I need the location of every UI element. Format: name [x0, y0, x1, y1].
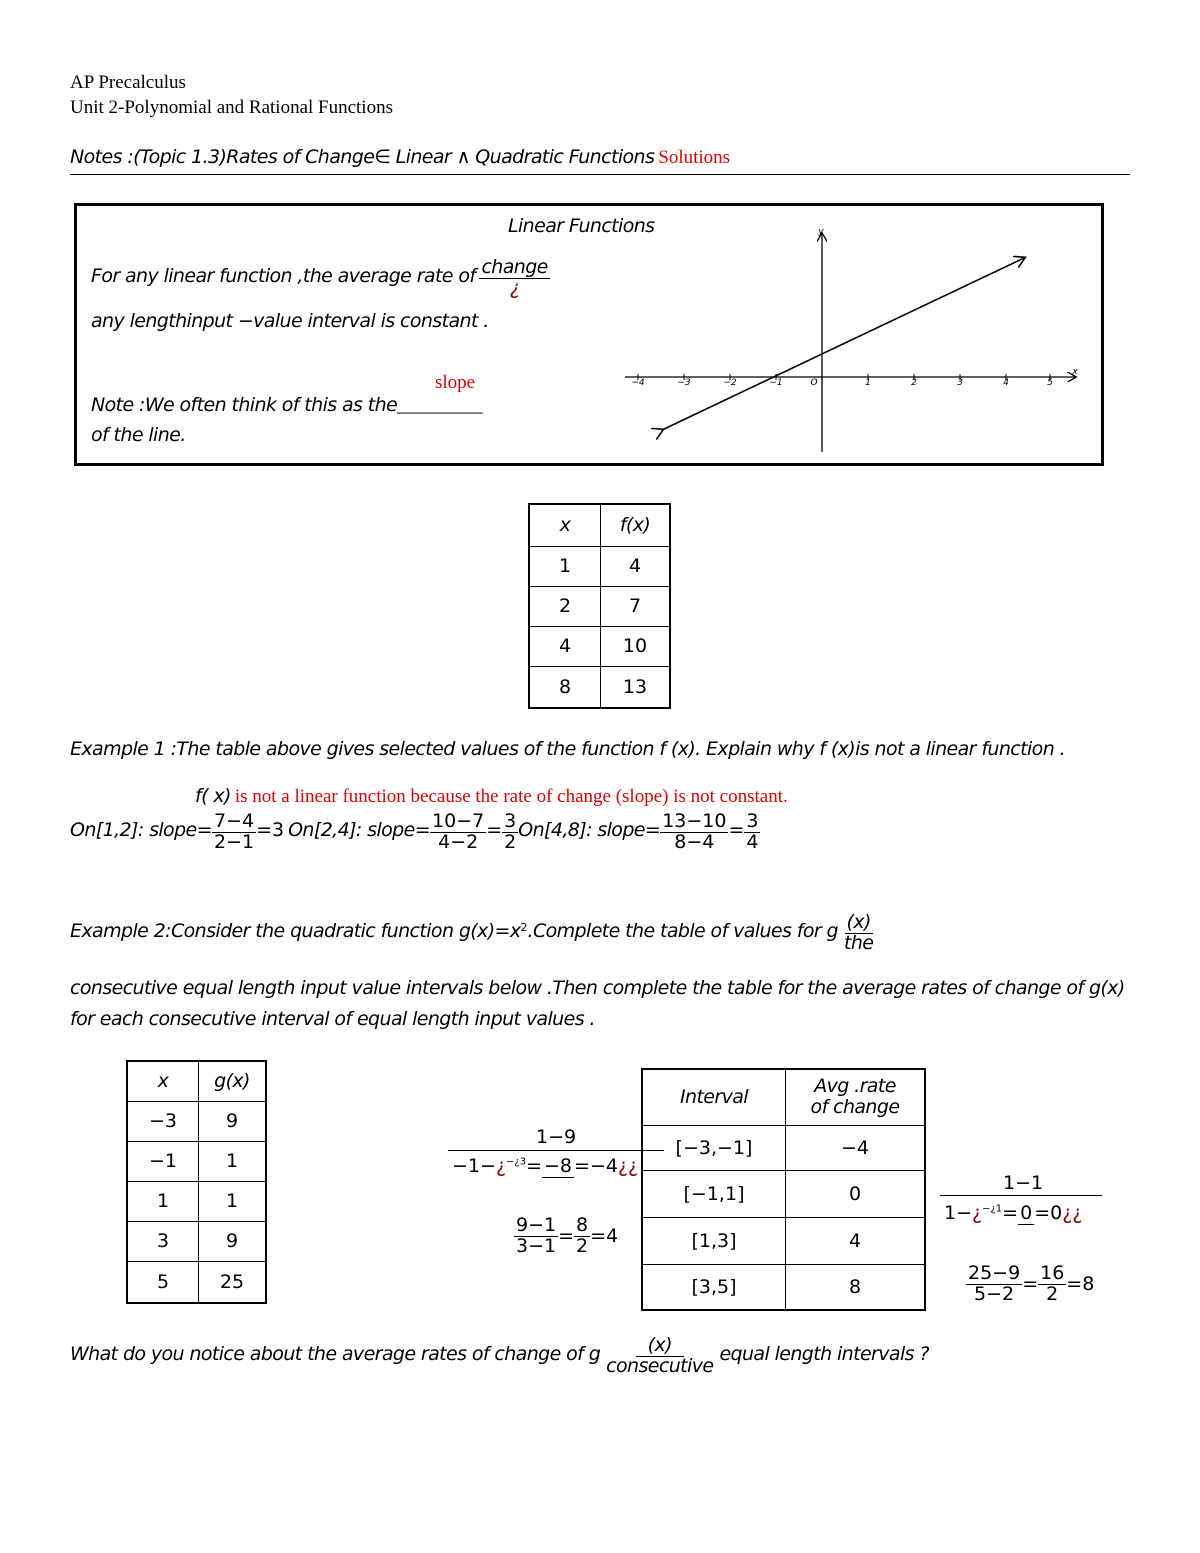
table-g-cell: 1: [127, 1181, 199, 1221]
table-g-cell: 9: [199, 1221, 267, 1261]
table-f-header-x: x: [529, 504, 601, 546]
table-rate-cell: 4: [786, 1217, 926, 1264]
work3-line: [944, 1202, 1082, 1225]
linear-rule-line: [91, 258, 550, 299]
slope-fraction-1-num: 7−4: [213, 810, 255, 832]
table-g-header-gx: g(x): [199, 1061, 267, 1101]
work3-bar: [940, 1195, 1102, 1196]
unit-title: Unit 2-Polynomial and Rational Functions: [70, 97, 393, 118]
work3-b: ¿: [972, 1202, 983, 1224]
table-rate-header-rate: [786, 1069, 926, 1125]
work2-num: 9−1: [516, 1214, 557, 1236]
example2-stack: [842, 913, 875, 954]
slope-result-3-num: 3: [746, 810, 759, 832]
work1-c: =: [526, 1155, 543, 1177]
example1-answer: [195, 785, 788, 808]
example2-stack-den: the: [843, 931, 874, 954]
table-g: [126, 1060, 267, 1304]
table-g-cell: 1: [199, 1181, 267, 1221]
slope-fraction-3-den: 8−4: [674, 830, 715, 853]
work3-a: 1−: [944, 1202, 973, 1224]
x-tick-label: −4: [631, 378, 645, 388]
slope-result-1: =3: [256, 819, 285, 842]
table-f-cell: 2: [529, 586, 601, 626]
slope-fraction-2-num: 10−7: [432, 810, 485, 832]
work3-e: ¿¿: [1062, 1202, 1083, 1224]
x-tick-label: −3: [677, 378, 691, 388]
work2-num2: 8: [576, 1214, 589, 1236]
work4-frac: [966, 1264, 1022, 1305]
table-rate: [641, 1068, 926, 1311]
origin-label: O: [810, 378, 818, 388]
rate-fraction: [479, 258, 549, 299]
example1-answer-text: is not a linear function because the rate of change (slope) is not constant.: [234, 786, 788, 807]
slope-eq-2: =: [486, 819, 503, 842]
notes-title-line: [70, 146, 730, 169]
table-rate-cell: 0: [786, 1170, 926, 1217]
x-axis-label: x: [1072, 367, 1078, 377]
slope-result-2-den: 2: [504, 830, 517, 853]
x-tick-label: 4: [1003, 378, 1009, 388]
work1-a: −1−: [452, 1155, 496, 1177]
table-rate-cell: [−3,−1]: [642, 1125, 786, 1170]
slope-eq-3: =: [728, 819, 745, 842]
rate-fraction-den: ¿: [509, 276, 520, 299]
work4-den: 5−2: [974, 1282, 1015, 1305]
work1-d: =−4: [574, 1155, 618, 1177]
work1-b: ¿: [495, 1155, 507, 1177]
table-g-cell: 5: [127, 1261, 199, 1303]
table-f-header-fx: f(x): [601, 504, 671, 546]
example1-prompt: Example 1 :The table above gives selected values of the function f (x). Explain why f (x)is not a linear function .: [70, 738, 1066, 760]
question-frac-num: (x): [636, 1336, 684, 1357]
work2-eq: =: [558, 1224, 575, 1247]
slope-result-3: [744, 812, 760, 853]
work4-res: =8: [1066, 1272, 1095, 1295]
slope-fraction-2: [430, 812, 486, 853]
linear-function-line: [662, 258, 1024, 430]
table-g-cell: 3: [127, 1221, 199, 1261]
table-f-cell: 4: [529, 626, 601, 666]
slope-answer: slope: [435, 372, 476, 393]
linear-rule-text: For any linear function ,the average rate of: [91, 265, 476, 288]
example2-prompt: [70, 913, 875, 954]
work3-num: 0: [1020, 1202, 1033, 1224]
work2-line: [514, 1216, 618, 1257]
example2-prompt-b: .Complete the table of values for g: [527, 920, 838, 943]
slope-result-2-num: 3: [504, 810, 517, 832]
x-tick-label: 5: [1047, 378, 1053, 388]
work1-e: ¿¿: [617, 1155, 639, 1177]
work3-top: 1−1: [1003, 1172, 1044, 1194]
table-rate-cell: [3,5]: [642, 1264, 786, 1310]
table-rate-cell: [1,3]: [642, 1217, 786, 1264]
work2-res: =4: [590, 1224, 619, 1247]
table-f-cell: 8: [529, 666, 601, 708]
table-f: [528, 503, 671, 709]
x-tick-label: 1: [865, 378, 871, 388]
x-tick-label: 3: [957, 378, 963, 388]
table-rate-header-rate-1: Avg .rate: [814, 1075, 896, 1098]
note-blank: _________: [397, 395, 483, 416]
work4-frac2: [1038, 1264, 1066, 1305]
final-question: [70, 1336, 929, 1377]
slope-result-2: [502, 812, 518, 853]
notes-title: Notes :(Topic 1.3)Rates of Change∈ Linear ∧ Quadratic Functions: [70, 146, 655, 168]
slope-fraction-1: [212, 812, 256, 853]
slope-fraction-2-den: 4−2: [438, 830, 479, 853]
slope-label-3: On[4,8]: slope=: [518, 819, 661, 842]
work3-frac: [1018, 1204, 1034, 1225]
work1-bar: [448, 1150, 664, 1151]
example2-line2: consecutive equal length input value intervals below .Then complete the table for the average rates of change of g(x): [70, 977, 1125, 999]
work1-frac: [542, 1157, 574, 1178]
work4-num: 25−9: [968, 1262, 1021, 1284]
note-end: of the line.: [91, 424, 186, 446]
example2-line3: for each consecutive interval of equal length input values .: [70, 1008, 595, 1030]
example2-prompt-a: Example 2:Consider the quadratic function g(x)=x: [70, 920, 521, 943]
solutions-label: Solutions: [658, 147, 731, 168]
work3-c: =: [1002, 1202, 1019, 1224]
example1-slopes: [70, 812, 760, 853]
slope-fraction-3: [660, 812, 728, 853]
table-g-cell: 1: [199, 1141, 267, 1181]
table-f-cell: 13: [601, 666, 671, 708]
work2-den: 3−1: [516, 1234, 557, 1257]
table-g-cell: −1: [127, 1141, 199, 1181]
work3-d: =0: [1034, 1202, 1063, 1224]
work2-frac: [514, 1216, 558, 1257]
work3-sup: −¿1: [982, 1203, 1003, 1215]
example1-answer-fx: f( x): [195, 785, 231, 807]
question-text-b: equal length intervals ?: [719, 1343, 929, 1366]
table-rate-cell: 8: [786, 1264, 926, 1310]
table-rate-cell: −4: [786, 1125, 926, 1170]
work1-num: −8: [544, 1155, 573, 1177]
table-g-cell: −3: [127, 1101, 199, 1141]
work1-top: 1−9: [536, 1126, 577, 1148]
work2-frac2: [574, 1216, 590, 1257]
table-g-header-x: x: [127, 1061, 199, 1101]
table-g-cell: 9: [199, 1101, 267, 1141]
table-f-cell: 4: [601, 546, 671, 586]
header-divider: [70, 174, 1130, 175]
question-text-a: What do you notice about the average rates of change of g: [70, 1343, 601, 1366]
x-tick-label: −1: [769, 378, 783, 388]
note-text: Note :We often think of this as the: [91, 394, 398, 416]
linear-rule-text-2: any lengthinput −value interval is constant .: [91, 310, 489, 332]
slope-label-2: On[2,4]: slope=: [288, 819, 431, 842]
slope-label-1: On[1,2]: slope=: [70, 819, 212, 842]
work4-num2: 16: [1040, 1262, 1065, 1284]
x-tick-label: 2: [911, 378, 917, 388]
slope-fraction-3-num: 13−10: [662, 810, 727, 832]
work4-line: [966, 1264, 1094, 1305]
table-g-cell: 25: [199, 1261, 267, 1303]
question-frac-den: consecutive: [606, 1354, 714, 1377]
rate-fraction-num: change: [481, 256, 548, 278]
note-line: [91, 394, 483, 417]
work2-den2: 2: [576, 1234, 589, 1257]
table-f-cell: 1: [529, 546, 601, 586]
work4-den2: 2: [1046, 1282, 1059, 1305]
y-axis-label: y: [818, 227, 824, 237]
slope-result-3-den: 4: [746, 830, 759, 853]
work1-line: [452, 1155, 638, 1178]
example2-stack-num: (x): [846, 911, 871, 933]
table-f-cell: 10: [601, 626, 671, 666]
linear-box-title: Linear Functions: [508, 215, 655, 237]
table-rate-header-interval: Interval: [642, 1069, 786, 1125]
question-frac: [604, 1336, 715, 1377]
linear-graph: [620, 222, 1090, 457]
table-f-cell: 7: [601, 586, 671, 626]
slope-fraction-1-den: 2−1: [213, 830, 255, 853]
work4-eq: =: [1022, 1272, 1039, 1295]
course-title: AP Precalculus: [70, 72, 186, 93]
work1-sup: −¿3: [506, 1156, 527, 1168]
example2-exponent: 2: [520, 920, 528, 934]
table-rate-cell: [−1,1]: [642, 1170, 786, 1217]
table-rate-header-rate-2: of change: [810, 1096, 900, 1119]
x-tick-label: −2: [723, 378, 737, 388]
